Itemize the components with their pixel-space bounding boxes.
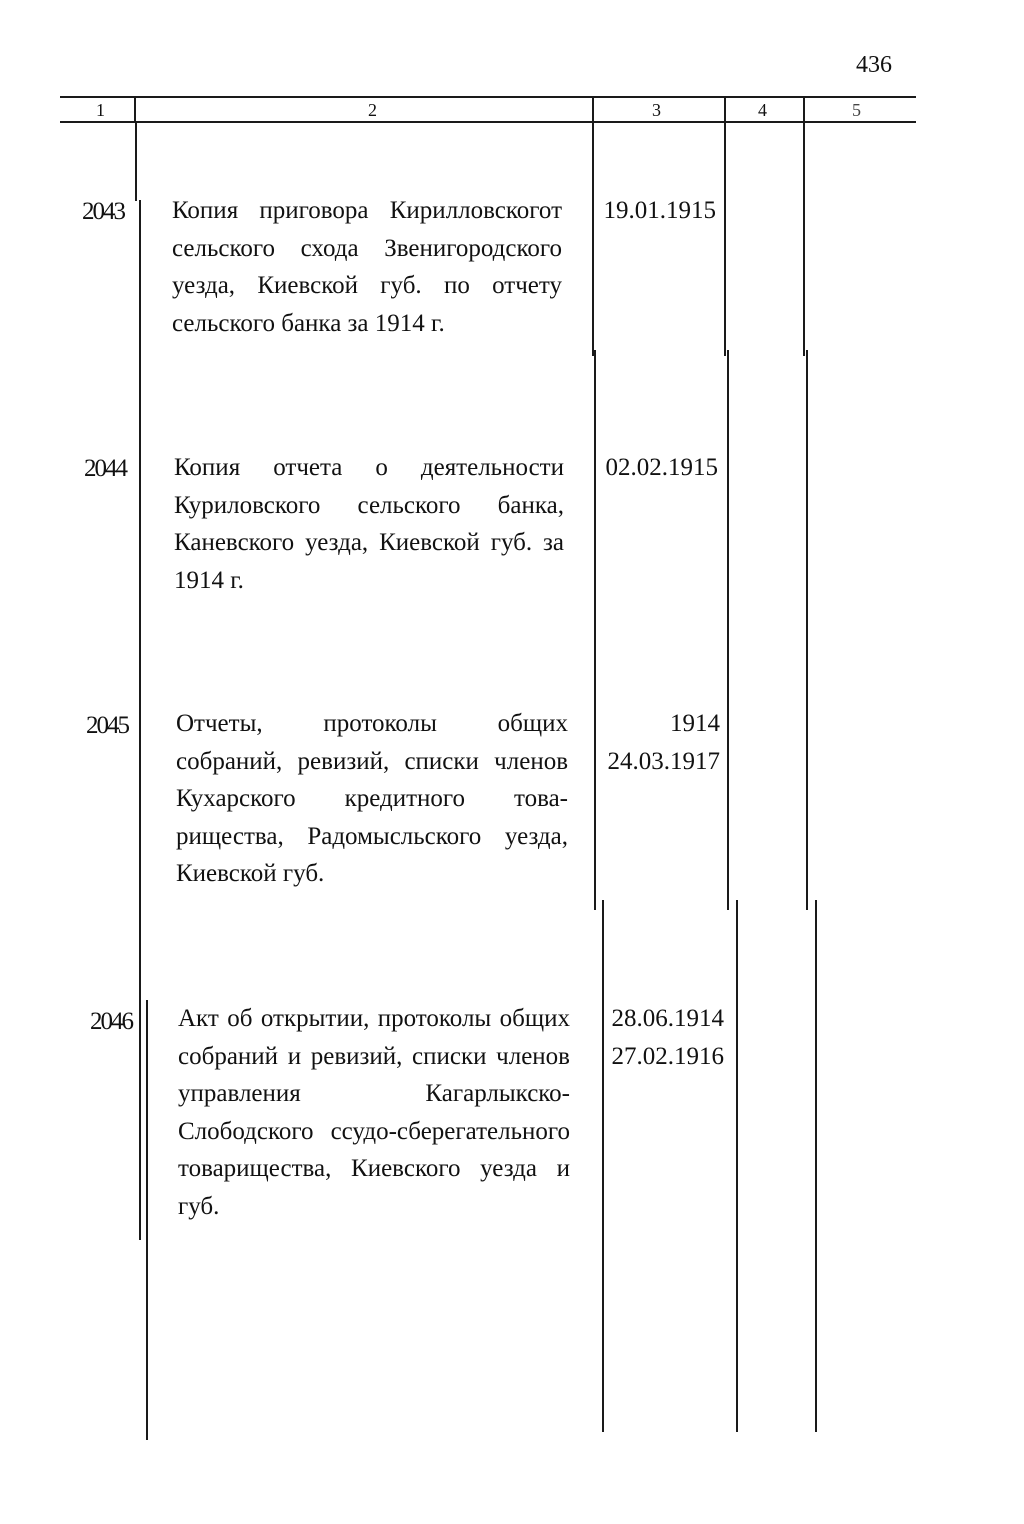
column-header-4: 4 [758,100,767,120]
column-rule [594,350,596,910]
entry-description: Копия отчета о деятельности Куриловского сельского банка, Каневского уезда, Киевской губ. за 1914 г. [174,454,564,594]
entry-date: 19.01.1915 [603,197,716,224]
entry-dates [602,705,720,780]
entry-dates [598,192,716,230]
entry-dates [600,449,718,487]
column-rule [806,350,808,910]
entry-number: 2044 [84,455,126,482]
column-header-3: 3 [652,100,661,120]
entry-number: 2046 [90,1008,132,1035]
entry-description: Отчеты, протоколы общих собраний, ревизий, списки членов Кухарского кредитного това- рищества, Радомысльского уезда, Киевской губ. [176,710,568,887]
column-rule [602,900,604,1432]
column-rule [135,121,137,201]
column-rule [146,1000,148,1440]
column-rule [803,96,805,356]
column-rule [727,350,729,910]
column-header-5: 5 [852,100,861,120]
entry-date: 24.03.1917 [607,747,720,775]
header-top-rule [60,96,916,98]
column-rule [139,200,141,1240]
column-rule [724,96,726,356]
entry-date: 1914 [670,710,720,737]
entry-number: 2045 [86,712,128,739]
column-rule [815,900,817,1432]
entry-description: Акт об открытии, протоколы общих собраний и ревизий, списки членов управления Кагарлыкско- Слободского ссудо-сберегательного товарищества, Киевского уезда и губ. [178,1005,570,1220]
column-header-1: 1 [96,100,105,120]
column-rule [134,96,136,121]
page-number: 436 [856,52,892,78]
entry-number: 2043 [82,198,124,225]
column-rule [736,900,738,1432]
entry-date: 02.02.1915 [605,454,718,481]
entry-date: 27.02.1916 [611,1042,724,1070]
entry-date: 28.06.1914 [611,1005,724,1032]
entry-description: Копия приговора Кирилловскогот сельского схода Звенигородского уезда, Киевской губ. по отчету сельского банка за 1914 г. [172,197,562,337]
column-header-2: 2 [368,100,377,120]
entry-dates [606,1000,724,1075]
header-bottom-rule [60,121,916,123]
column-rule [592,96,594,356]
